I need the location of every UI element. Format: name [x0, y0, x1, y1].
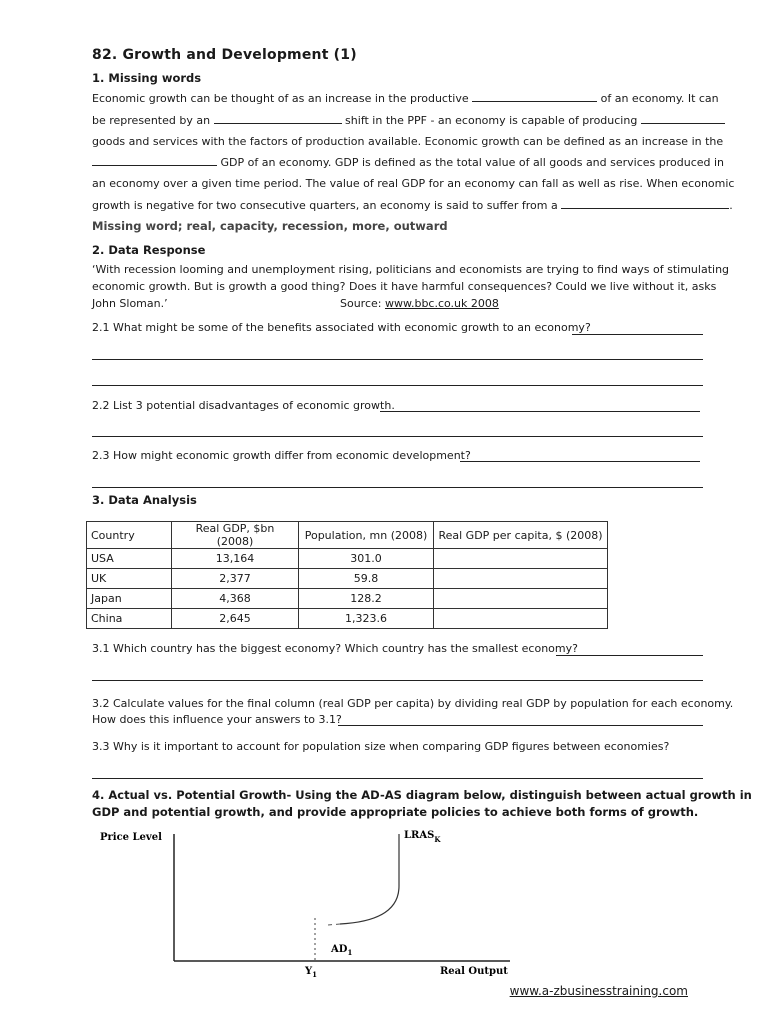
table-row: [87, 549, 608, 569]
quote-line-2: economic growth. But is growth a good thing? Does it have harmful consequences? Could we live without it, asks: [92, 280, 717, 293]
answer-line[interactable]: [556, 655, 703, 656]
table-cell[interactable]: [434, 549, 608, 569]
answer-line[interactable]: [380, 411, 700, 412]
text-fragment: .: [729, 199, 733, 212]
column-header: Real GDP, $bn (2008): [172, 522, 299, 549]
gdp-table: [86, 521, 608, 629]
text-fragment: of an economy. It can: [597, 92, 719, 105]
blank-line[interactable]: [472, 89, 597, 102]
table-cell: USA: [87, 549, 172, 569]
text-fragment: an economy over a given time period. The value of real GDP for an economy can fall as well as rise. When economic: [92, 177, 735, 190]
answer-line[interactable]: [92, 778, 703, 779]
table-row: [87, 589, 608, 609]
table-cell: 4,368: [172, 589, 299, 609]
table-cell: UK: [87, 569, 172, 589]
answer-line[interactable]: [572, 334, 703, 335]
lras-label: $LRAS_K$: [404, 830, 441, 844]
table-cell[interactable]: [434, 569, 608, 589]
missing-words-list: Missing word; real, capacity, recession, more, outward: [92, 219, 448, 233]
table-cell[interactable]: [434, 609, 608, 629]
blank-line[interactable]: [214, 111, 342, 124]
missing-words-line-5: [92, 173, 734, 195]
missing-words-line-2: [92, 110, 725, 132]
text-fragment: shift in the PPF - an economy is capable of producing: [341, 114, 641, 127]
table-cell: 2,377: [172, 569, 299, 589]
missing-words-line-3: [92, 131, 723, 153]
blank-line[interactable]: [561, 196, 729, 209]
question-2-2: 2.2 List 3 potential disadvantages of economic growth.: [92, 399, 395, 412]
quote-line-3: John Sloman.’: [92, 297, 168, 310]
footer-url[interactable]: www.a-zbusinesstraining.com: [509, 984, 688, 998]
y-axis-label: Price Level: [100, 832, 162, 843]
y1-tick-label: $Y_1$: [305, 966, 318, 978]
table-cell: China: [87, 609, 172, 629]
section2-heading: 2. Data Response: [92, 243, 206, 257]
text-fragment: Economic growth can be thought of as an increase in the productive: [92, 92, 473, 105]
section4-heading-line-1: 4. Actual vs. Potential Growth- Using the AD-AS diagram below, distinguish between actual growth in: [92, 788, 752, 802]
page-title: 82. Growth and Development (1): [92, 47, 357, 63]
question-3-3: 3.3 Why is it important to account for population size when comparing GDP figures between economies?: [92, 740, 670, 753]
table-cell[interactable]: [434, 589, 608, 609]
section1-heading: 1. Missing words: [92, 71, 202, 85]
table-cell: 301.0: [299, 549, 434, 569]
quote-line-1: ‘With recession looming and unemployment rising, politicians and economists are trying to find ways of stimulating: [92, 263, 730, 276]
table-row: [87, 609, 608, 629]
table-cell: Japan: [87, 589, 172, 609]
answer-line[interactable]: [92, 680, 703, 681]
text-fragment: GDP of an economy. GDP is defined as the total value of all goods and services produced in: [217, 156, 725, 169]
as-curve-dashed: [328, 924, 340, 925]
question-2-3: 2.3 How might economic growth differ from economic development?: [92, 449, 471, 462]
source-label: Source:: [340, 297, 385, 310]
answer-line[interactable]: [92, 359, 703, 360]
section3-heading: 3. Data Analysis: [92, 493, 197, 507]
as-curve: [340, 886, 399, 924]
table-row: [87, 569, 608, 589]
x-axis-label: Real Output: [440, 966, 508, 977]
section4-heading-line-2: GDP and potential growth, and provide appropriate policies to achieve both forms of growth.: [92, 805, 699, 819]
text-fragment: be represented by an: [92, 114, 214, 127]
blank-line[interactable]: [92, 153, 217, 166]
source-link[interactable]: www.bbc.co.uk 2008: [384, 297, 499, 310]
blank-line[interactable]: [641, 111, 725, 124]
answer-line[interactable]: [92, 487, 703, 488]
quote-source: [340, 295, 499, 312]
ad-label: $AD_1$: [331, 944, 353, 957]
answer-line[interactable]: [460, 461, 700, 462]
table-cell: 1,323.6: [299, 609, 434, 629]
missing-words-line-4: [92, 152, 724, 174]
table-cell: 128.2: [299, 589, 434, 609]
question-3-2-line-1: 3.2 Calculate values for the final column (real GDP per capita) by dividing real GDP by population for each economy.: [92, 697, 734, 710]
question-3-1: 3.1 Which country has the biggest economy? Which country has the smallest economy?: [92, 642, 578, 655]
table-cell: 13,164: [172, 549, 299, 569]
text-fragment: growth is negative for two consecutive quarters, an economy is said to suffer from a: [92, 199, 562, 212]
answer-line[interactable]: [338, 725, 703, 726]
column-header: Country: [87, 522, 172, 549]
question-3-2-line-2: How does this influence your answers to 3.1?: [92, 713, 342, 726]
table-cell: 59.8: [299, 569, 434, 589]
text-fragment: goods and services with the factors of production available. Economic growth can be defined as an increase in the: [92, 135, 724, 148]
ad-as-diagram: [90, 826, 530, 978]
column-header: Population, mn (2008): [299, 522, 434, 549]
missing-words-line-6: [92, 195, 733, 217]
answer-line[interactable]: [92, 436, 703, 437]
answer-line[interactable]: [92, 385, 703, 386]
table-cell: 2,645: [172, 609, 299, 629]
missing-words-line-1: [92, 88, 719, 110]
question-2-1: 2.1 What might be some of the benefits associated with economic growth to an economy?: [92, 321, 591, 334]
table-header-row: [87, 522, 608, 549]
column-header: Real GDP per capita, $ (2008): [434, 522, 608, 549]
